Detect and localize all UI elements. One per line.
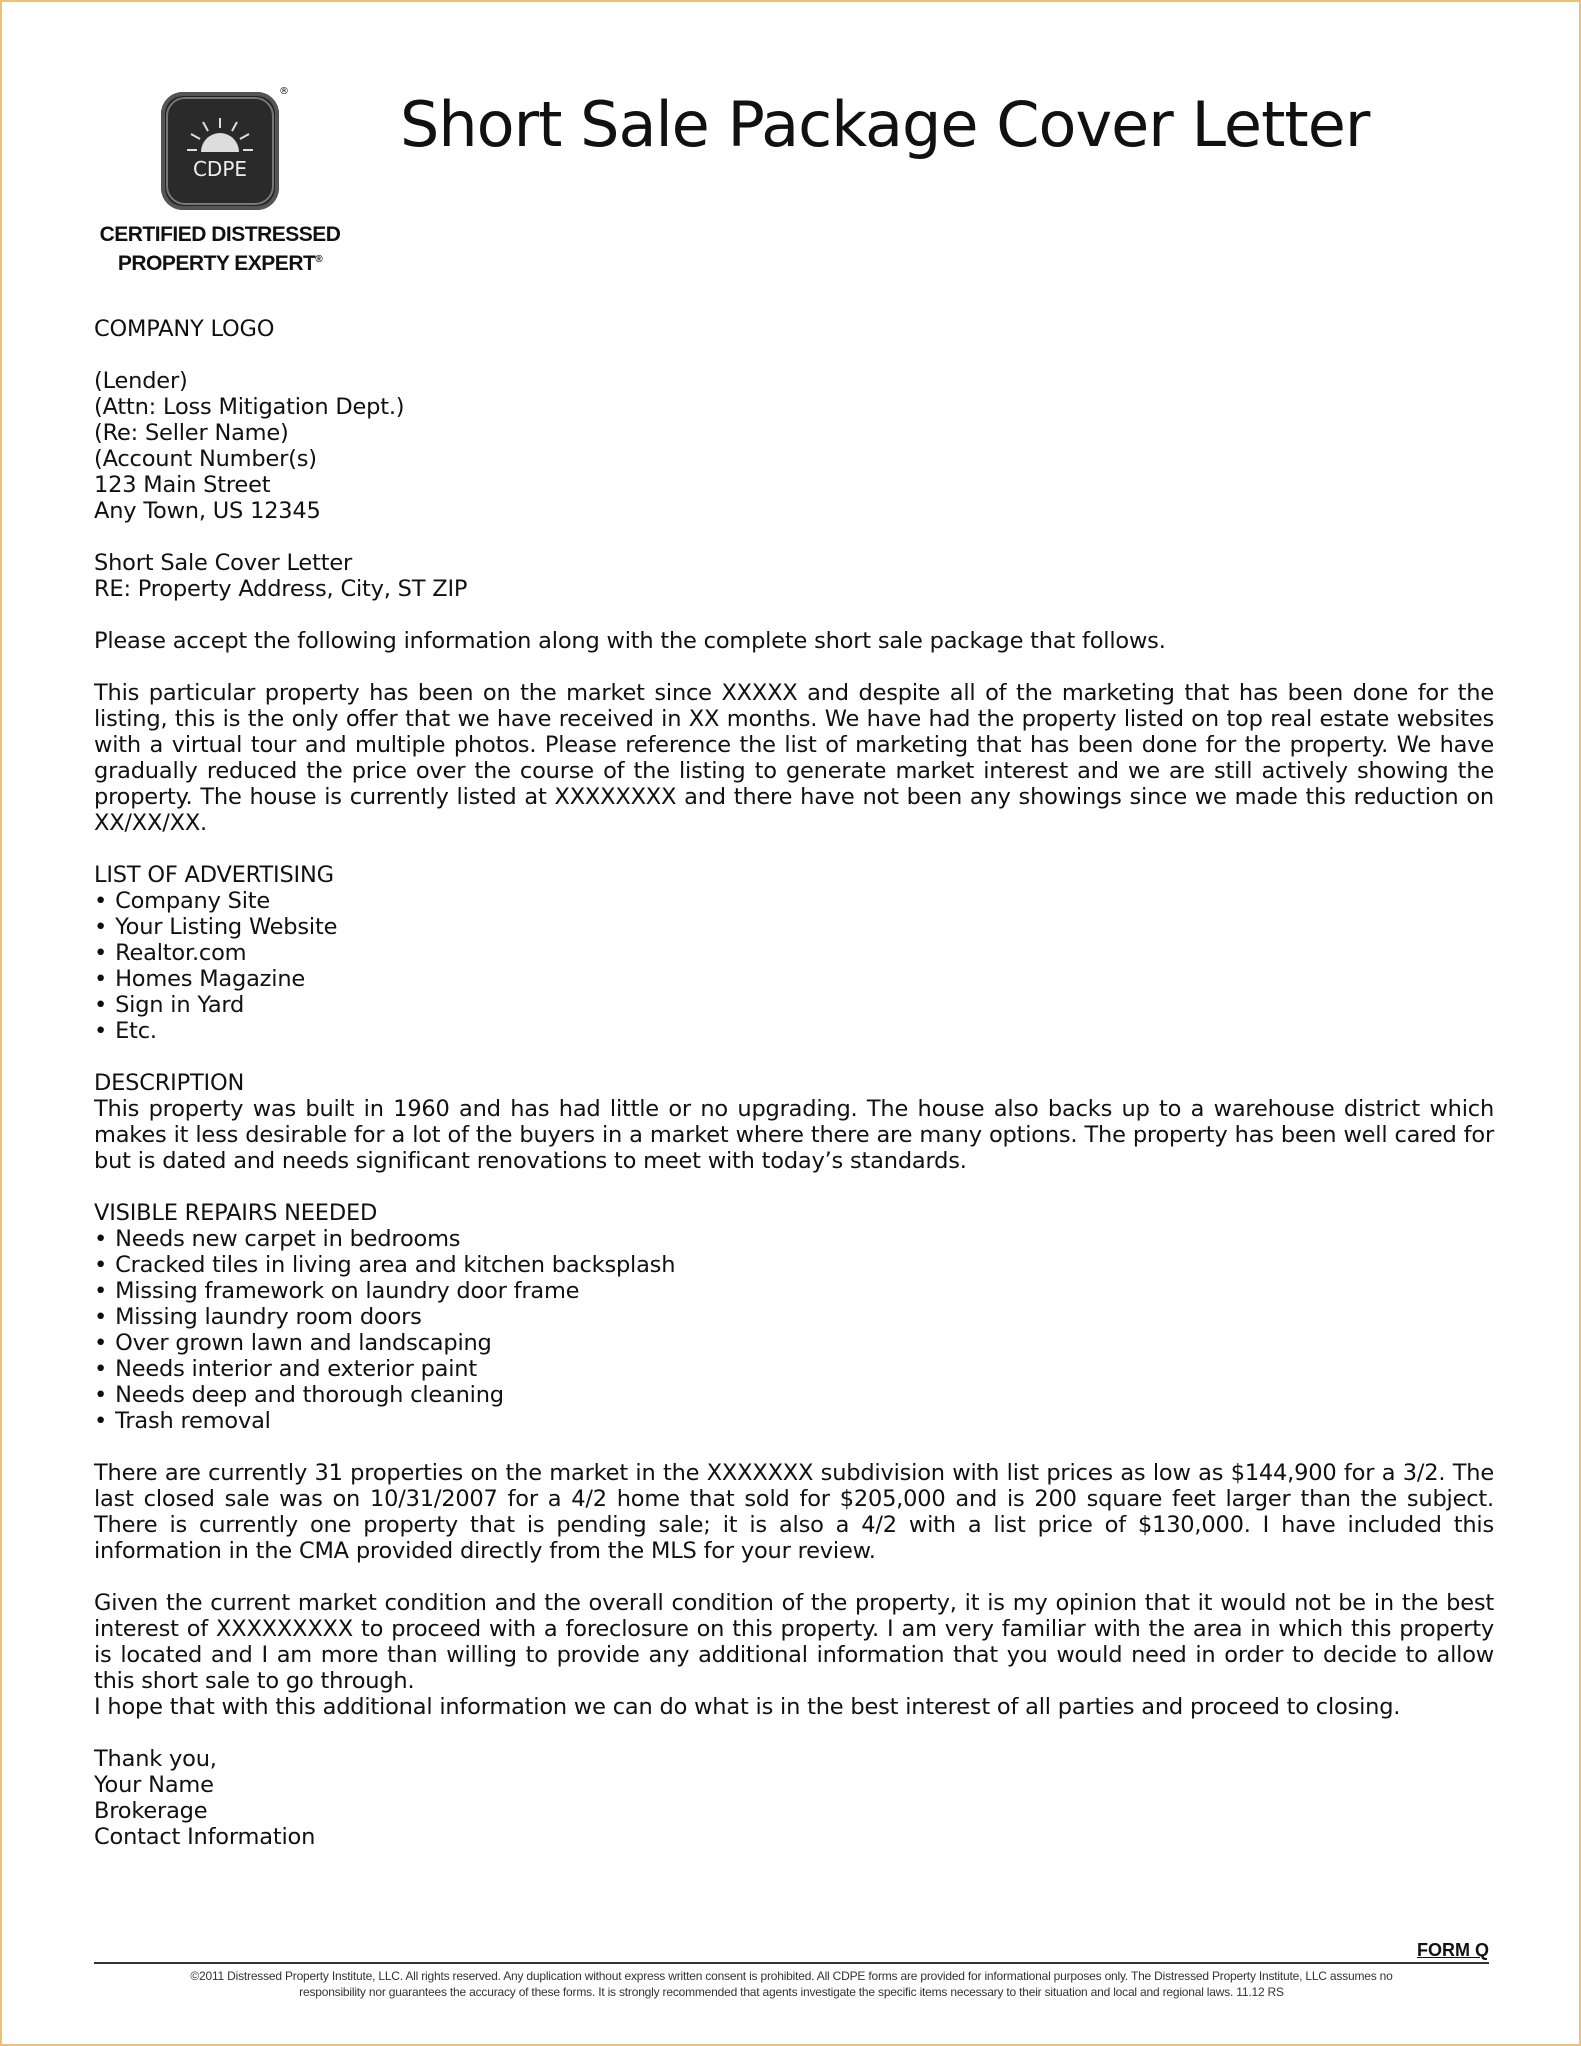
address-line: 123 Main Street bbox=[94, 472, 271, 498]
recipient-address bbox=[94, 368, 1494, 524]
list-item: • Your Listing Website bbox=[94, 914, 1494, 940]
address-line: (Attn: Loss Mitigation Dept.) bbox=[94, 394, 405, 420]
letter-body bbox=[94, 316, 1494, 1850]
closing-line: Brokerage bbox=[94, 1798, 208, 1824]
market-paragraph: This particular property has been on the market since XXXXX and despite all of the marketing that has been done for the listing, this is the only offer that we have received in XX months. We have had the property listed on top real estate websites with a virtual tour and multiple photos. Please reference the list of marketing that has been done for the property. We have gradually reduced the price over the course of the listing to generate market interest and we are still actively showing the property. The house is currently listed at XXXXXXXX and there have not been any showings since we made this reduction on XX/XX/XX. bbox=[94, 680, 1494, 836]
copyright-line-1: ©2011 Distressed Property Institute, LLC. All rights reserved. Any duplication without express written consent is prohibited. All CDPE forms are provided for informational purposes only. The Distressed Property Institute, LLC assumes no bbox=[190, 1969, 1393, 1983]
comps-paragraph: There are currently 31 properties on the market in the XXXXXXX subdivision with list prices as low as $144,900 for a 3/2. The last closed sale was on 10/31/2007 for a 4/2 home that sold for $205,000 and is 200 square feet larger than the subject. There is currently one property that is pending sale; it is also a 4/2 with a list price of $130,000. I have included this information in the CMA provided directly from the MLS for your review. bbox=[94, 1460, 1494, 1564]
address-line: (Lender) bbox=[94, 368, 188, 394]
logo-caption-line-2: PROPERTY EXPERT® bbox=[117, 252, 323, 275]
advertising-list bbox=[94, 888, 1494, 1044]
list-item: • Sign in Yard bbox=[94, 992, 1494, 1018]
list-item: • Company Site bbox=[94, 888, 1494, 914]
repairs-section bbox=[94, 1200, 1494, 1434]
logo-caption-line-1: CERTIFIED DISTRESSED bbox=[99, 223, 341, 246]
list-item: • Trash removal bbox=[94, 1408, 1494, 1434]
section-heading: LIST OF ADVERTISING bbox=[94, 862, 334, 888]
list-item: • Missing framework on laundry door frame bbox=[94, 1278, 1494, 1304]
page-title: Short Sale Package Cover Letter bbox=[400, 88, 1370, 161]
hope-paragraph: I hope that with this additional information we can do what is in the best interest of all parties and proceed to closing. bbox=[94, 1694, 1401, 1720]
list-item: • Needs new carpet in bedrooms bbox=[94, 1226, 1494, 1252]
list-item: • Needs interior and exterior paint bbox=[94, 1356, 1494, 1382]
advertising-section bbox=[94, 862, 1494, 1044]
closing-line: Contact Information bbox=[94, 1824, 316, 1850]
logo-caption bbox=[90, 222, 350, 276]
copyright-line-2: responsibility nor guarantees the accuracy of these forms. It is strongly recommended that agents investigate the specific items necessary to their situation and local and regional laws. 11.12 RS bbox=[299, 1985, 1284, 1999]
subject-block bbox=[94, 550, 1494, 602]
description-text: This property was built in 1960 and has had little or no upgrading. The house also backs up to a warehouse district which makes it less desirable for a lot of the buyers in a market where there are many options. The property has been well cared for but is dated and needs significant renovations to meet with today’s standards. bbox=[94, 1096, 1494, 1174]
cdpe-logo bbox=[90, 86, 350, 276]
opinion-paragraph: Given the current market condition and the overall condition of the property, it is my opinion that it would not be in the best interest of XXXXXXXXX to proceed with a foreclosure on this property. I am very familiar with the area in which this property is located and I am more than willing to provide any additional information that you would need in order to decide to allow this short sale to go through. bbox=[94, 1590, 1494, 1694]
cdpe-badge-icon bbox=[161, 86, 289, 210]
address-line: (Account Number(s) bbox=[94, 446, 317, 472]
subject-line: Short Sale Cover Letter bbox=[94, 550, 353, 576]
list-item: • Missing laundry room doors bbox=[94, 1304, 1494, 1330]
list-item: • Cracked tiles in living area and kitchen backsplash bbox=[94, 1252, 1494, 1278]
repairs-list bbox=[94, 1226, 1494, 1434]
subject-line: RE: Property Address, City, ST ZIP bbox=[94, 576, 468, 602]
list-item: • Homes Magazine bbox=[94, 966, 1494, 992]
list-item: • Over grown lawn and landscaping bbox=[94, 1330, 1494, 1356]
closing-line: Thank you, bbox=[94, 1746, 217, 1772]
closing-line: Your Name bbox=[94, 1772, 214, 1798]
list-item: • Needs deep and thorough cleaning bbox=[94, 1382, 1494, 1408]
registered-mark: ® bbox=[279, 86, 289, 97]
copyright-notice bbox=[94, 1968, 1489, 2000]
svg-text:CDPE: CDPE bbox=[192, 157, 248, 181]
footer bbox=[94, 1940, 1489, 2000]
address-line: (Re: Seller Name) bbox=[94, 420, 289, 446]
address-line: Any Town, US 12345 bbox=[94, 498, 321, 524]
intro-paragraph: Please accept the following information along with the complete short sale package that follows. bbox=[94, 628, 1166, 654]
section-heading: VISIBLE REPAIRS NEEDED bbox=[94, 1200, 378, 1226]
form-id: FORM Q bbox=[1417, 1940, 1489, 1960]
list-item: • Realtor.com bbox=[94, 940, 1494, 966]
company-logo-placeholder: COMPANY LOGO bbox=[94, 316, 275, 342]
description-section bbox=[94, 1070, 1494, 1174]
section-heading: DESCRIPTION bbox=[94, 1070, 245, 1096]
list-item: • Etc. bbox=[94, 1018, 1494, 1044]
closing-block bbox=[94, 1746, 1494, 1850]
